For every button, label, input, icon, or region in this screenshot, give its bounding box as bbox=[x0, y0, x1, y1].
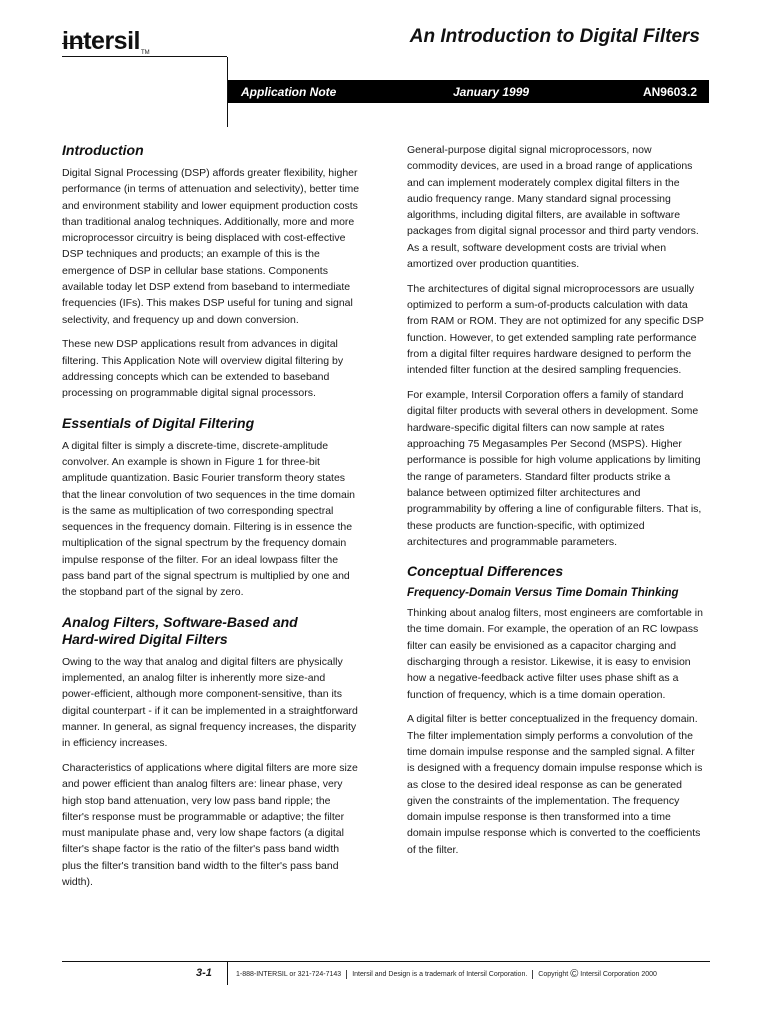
paragraph: Characteristics of applications where digital filters are more size and power efficient than analog filters are: linear phase, very high stop band attenuation, very low pass band ripple; the filter's response must be programmable or adaptive; the filter must manipulate phase and, very low shape factors (a digital filter's shape factor is the ratio of the filter's pass band width plus the filter's transition band width to the filter's pass band width). bbox=[62, 761, 358, 888]
paragraph: Digital Signal Processing (DSP) affords greater flexibility, higher performance (in terms of attenuation and selectivity), better time and environment stability and lower equipment production costs than traditional analog techniques. Additionally, more and more microprocessor circuitry is being displaced with cost-effective DSP techniques and products; an example of this is the emergence of DSP in cellular base stations. Components available today let DSP extend from baseband to intermediate frequencies (IFs). This makes DSP useful for tuning and signal selectivity, and frequency up and down conversion. bbox=[62, 167, 360, 326]
right-column bbox=[407, 142, 705, 867]
subheading-frequency-domain: Frequency-Domain Versus Time Domain Thinking bbox=[407, 587, 679, 600]
logo-trademark: TM bbox=[140, 50, 150, 56]
intersil-logo bbox=[62, 27, 150, 57]
paragraph: A digital filter is simply a discrete-time, discrete-amplitude convolver. An example is shown in Figure 1 for three-bit amplitude quantization. Basic Fourier transform theory states that the linear convolution of two sequences in the time domain is the same as multiplication of two corresponding spectral sequences in the frequency domain. Filtering is in essence the multiplication of the signal spectrum by the frequency domain impulse response of the filter. For an ideal lowpass filter the pass band part of the signal spectrum is multiplied by one and the stopband part of the signal by zero. bbox=[62, 439, 356, 599]
heading-line: Hard-wired Digital Filters bbox=[62, 630, 228, 647]
heading-analog-filters bbox=[62, 614, 360, 648]
document-date: January 1999 bbox=[453, 85, 530, 99]
copyright-symbol-icon: © bbox=[570, 968, 579, 980]
page-number: 3-1 bbox=[196, 967, 212, 979]
footer-separator bbox=[532, 970, 533, 979]
logo-rule bbox=[62, 56, 227, 57]
header-band bbox=[228, 80, 709, 103]
footer-copyright-label: Copyright bbox=[538, 970, 569, 978]
footer-copyright-holder: Intersil Corporation 2000 bbox=[580, 970, 657, 978]
document-type: Application Note bbox=[241, 85, 337, 99]
footer-vertical-rule bbox=[227, 961, 228, 985]
paragraph: General-purpose digital signal microprocessors, now commodity devices, are used in a broad range of applications and can implement moderately complex digital filters in the audio frequency range. Many standard signal processing algorithms, including digital filters, are available in software packages from digital signal processor and third party vendors. As a result, software development costs are trivial when amortized over production quantities. bbox=[407, 144, 699, 271]
footer-text bbox=[236, 968, 657, 980]
paragraph: These new DSP applications result from advances in digital filtering. This Application Note will overview digital filtering by addressing concepts which can be extended to baseband processing on programmable digital signal processors. bbox=[62, 338, 344, 400]
logo-wordmark: intersil bbox=[62, 27, 140, 55]
heading-line: Analog Filters, Software-Based and bbox=[62, 613, 298, 630]
heading-conceptual-differences: Conceptual Differences bbox=[407, 563, 564, 580]
heading-essentials: Essentials of Digital Filtering bbox=[62, 414, 255, 431]
document-title: An Introduction to Digital Filters bbox=[409, 26, 700, 47]
footer-trademark: Intersil and Design is a trademark of Intersil Corporation. bbox=[352, 970, 528, 978]
paragraph: Owing to the way that analog and digital filters are physically implemented, an analog filter is inherently more size-and power-efficient, although more component-sensitive, than its digital counterpart - if it can be implemented in a straightforward manner. In general, as signal frequency increases, the disparity in efficiency increases. bbox=[62, 655, 358, 750]
paragraph: Thinking about analog filters, most engineers are comfortable in the time domain. For example, the operation of an RC lowpass filter can easily be envisioned as a capacitor charging and discharging through a resistor. Likewise, it is easy to envision how a negative-feedback active filter uses phase shift as a function of frequency, which is a time domain operation. bbox=[407, 607, 703, 701]
paragraph: A digital filter is better conceptualized in the frequency domain. The filter implementation simply performs a convolution of the time domain impulse response and the sampled signal. A filter is designed with a frequency domain impulse response which is as close to the desired ideal response as can be generated given the constraints of the implementation. The frequency domain impulse response is then transformed into a time domain impulse response which is converted to the coefficients of the filter. bbox=[407, 713, 703, 856]
paragraph: The architectures of digital signal microprocessors are usually optimized to perform a sum-of-products calculation with data from RAM or ROM. They are not optimized for any specific DSP function. However, to get extended sampling rate performance from a digital filter requires hardware designed to perform the intended filter function at the desired sampling frequencies. bbox=[407, 282, 704, 377]
footer-phone: 1-888-INTERSIL or 321-724-7143 bbox=[236, 970, 342, 978]
paragraph: For example, Intersil Corporation offers a family of standard digital filter products with several others in development. Some hardware-specific digital filters can now sample at rates approaching 75 Megasamples Per Second (MSPS). Higher performance is possible for high volume applications by limiting the range of parameters. Standard filter products strike a balance between optimized filter architectures and programmability by offering a line of configurable filters. That is, these products are function-specific, with optimized architectures and programmable parameters. bbox=[407, 389, 702, 548]
heading-introduction: Introduction bbox=[62, 142, 144, 158]
left-column bbox=[62, 142, 360, 899]
document-number: AN9603.2 bbox=[642, 85, 697, 99]
footer-separator bbox=[346, 970, 347, 979]
footer-rule bbox=[62, 961, 710, 962]
